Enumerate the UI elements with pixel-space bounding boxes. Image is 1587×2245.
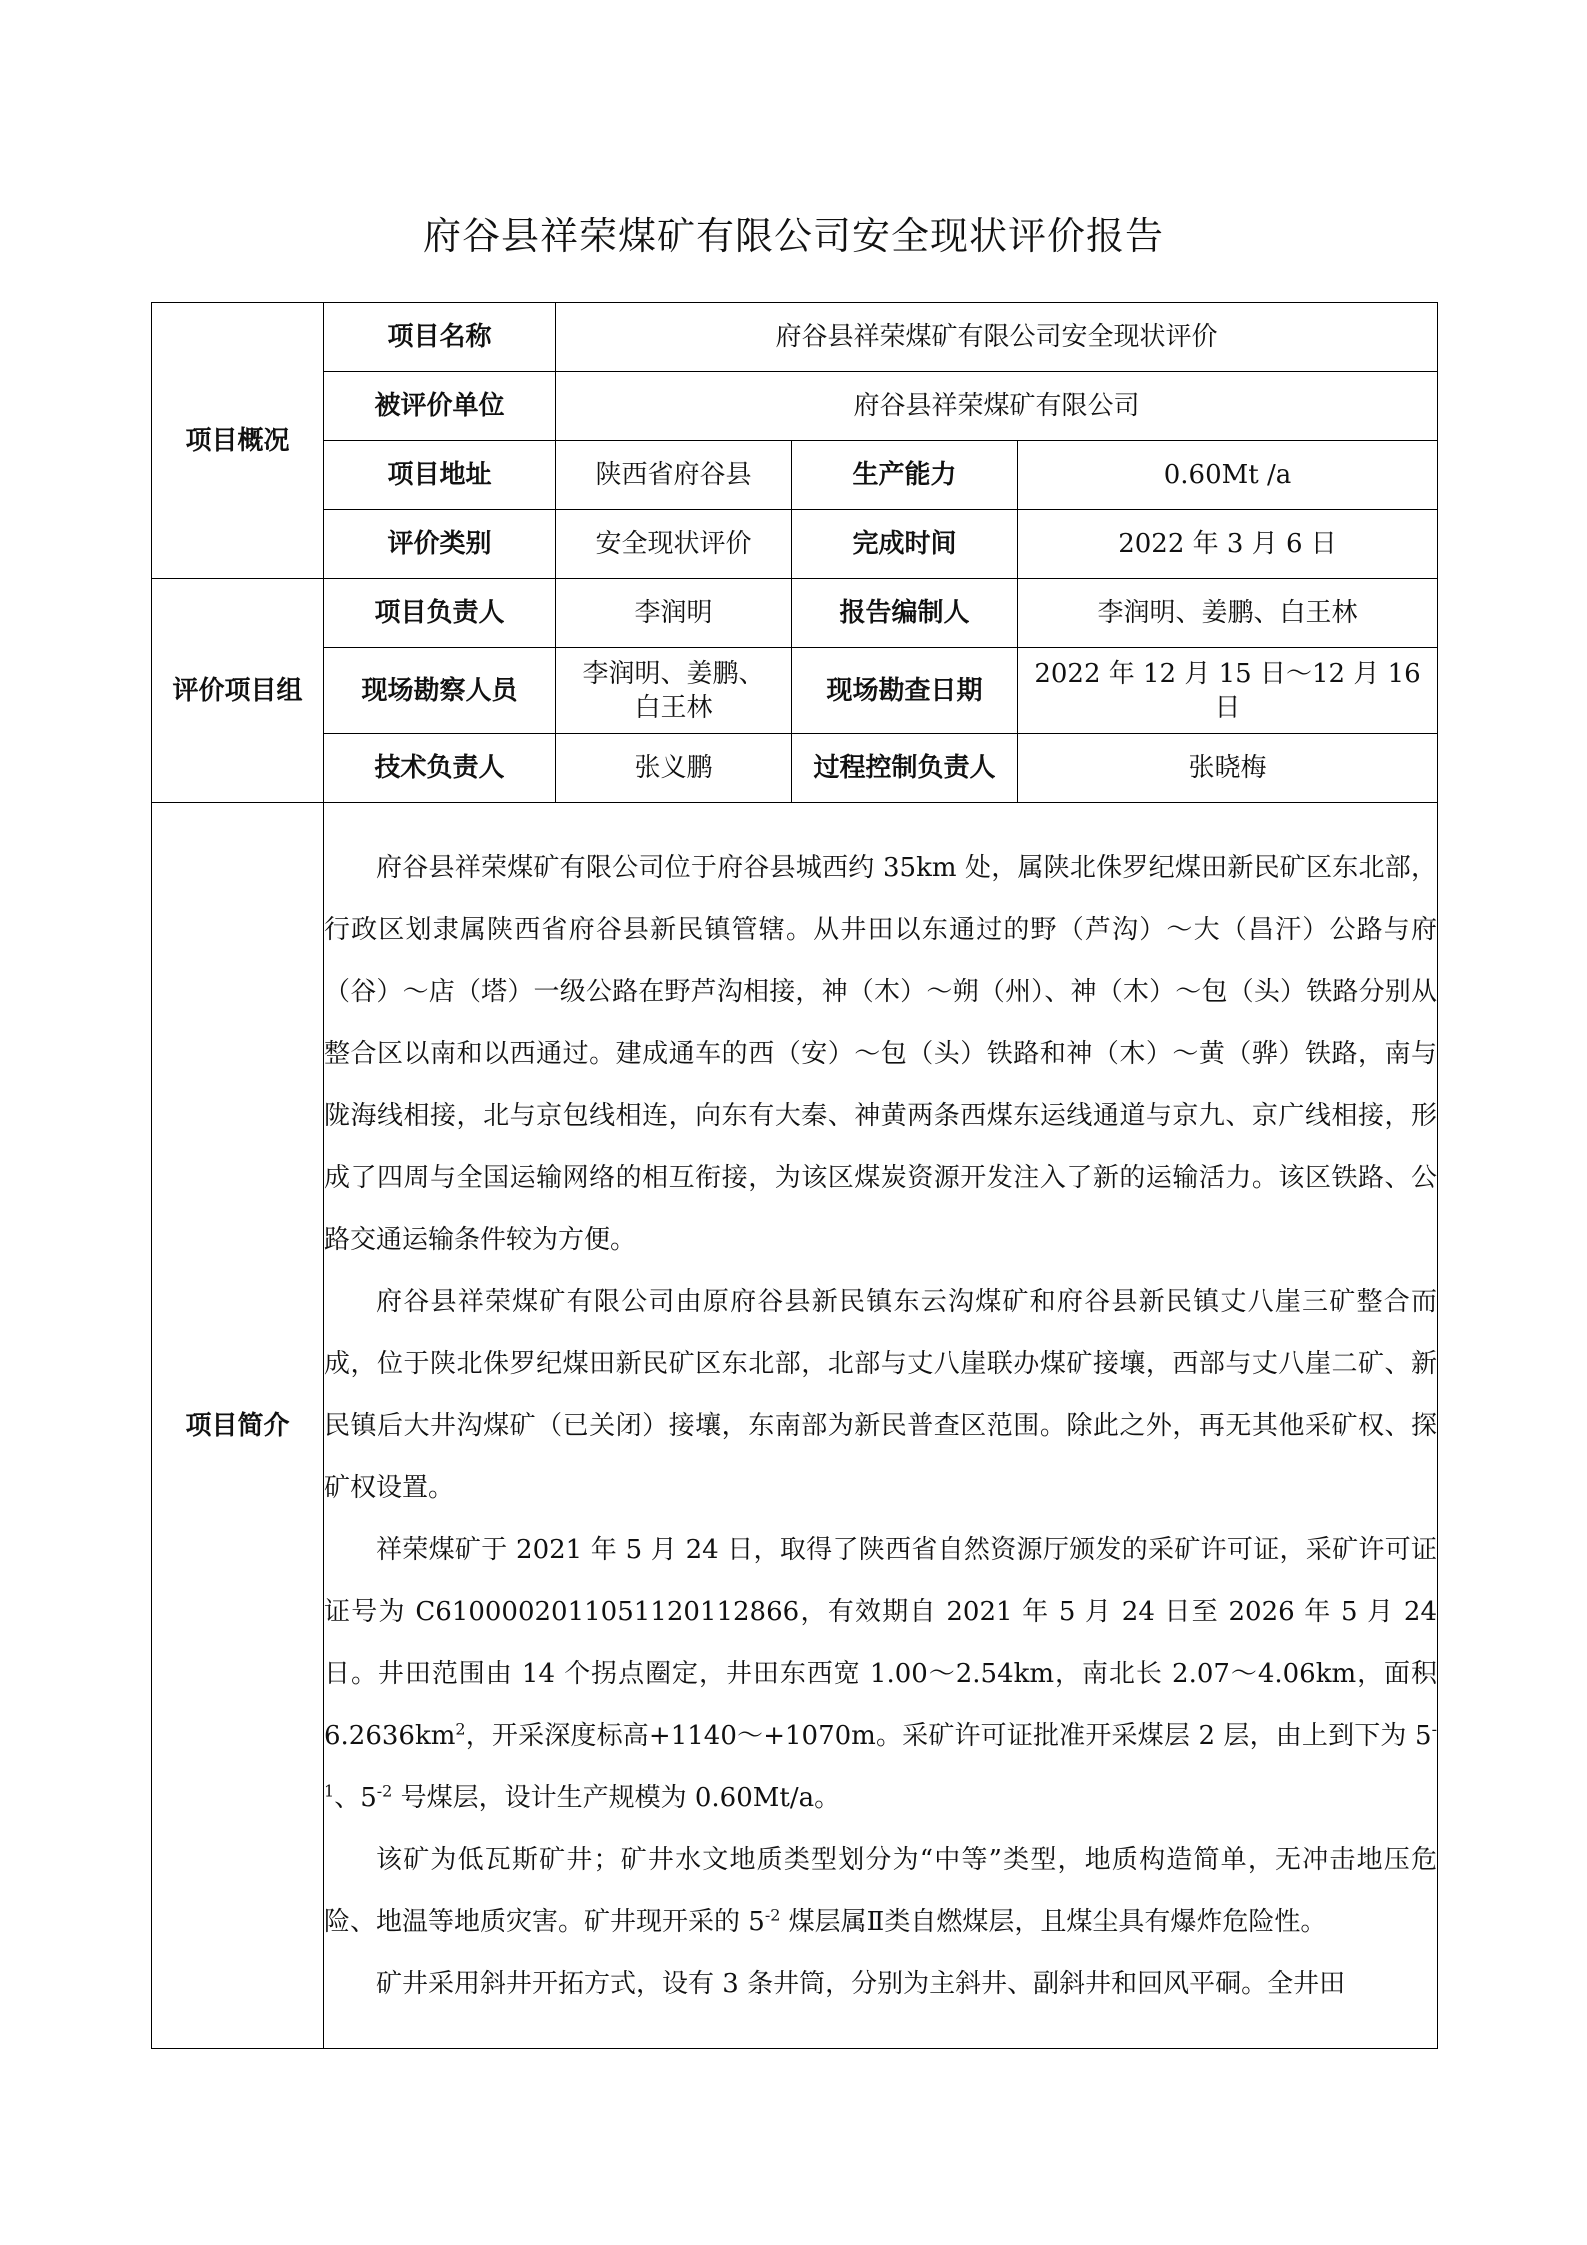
intro-p3-part-a: 祥荣煤矿于 2021 年 5 月 24 日，取得了陕西省自然资源厅颁发的采矿许可证，采矿许可证证号为 C6100002011051120112866，有效期自 2021 年 5 月 24 日至 2026 年 5 月 24 日。井田范围由 14 个拐点圈定，井田东西宽 1.00～2.54km，南北长 2.07～4.06km，面积 6.2636km xyxy=(324,1534,1437,1751)
surveyors-value-line1: 李润明、姜鹏、 xyxy=(582,658,765,689)
process-label: 过程控制负责人 xyxy=(792,734,1018,803)
project-name-label: 项目名称 xyxy=(324,303,556,372)
intro-p4-part-a: 该矿为低瓦斯矿井；矿井水文地质类型划分为“中等”类型，地质构造简单，无冲击地压危险、地温等地质灾害。矿井现开采的 5 xyxy=(324,1844,1437,1937)
survey-date-label: 现场勘查日期 xyxy=(792,648,1018,734)
completion-label: 完成时间 xyxy=(792,510,1018,579)
address-label: 项目地址 xyxy=(324,441,556,510)
seam-superscript-2: -2 xyxy=(376,1780,393,1800)
category-value: 安全现状评价 xyxy=(556,510,792,579)
intro-paragraph-1: 府谷县祥荣煤矿有限公司位于府谷县城西约 35km 处，属陕北侏罗纪煤田新民矿区东北部，行政区划隶属陕西省府谷县新民镇管辖。从井田以东通过的野（芦沟）～大（昌汗）公路与府（谷）～店（塔）一级公路在野芦沟相接，神（木）～朔（州）、神（木）～包（头）铁路分别从整合区以南和以西通过。建成通车的西（安）～包（头）铁路和神（木）～黄（骅）铁路，南与陇海线相接，北与京包线相连，向东有大秦、神黄两条西煤东运线通道与京九、京广线相接，形成了四周与全国运输网络的相互衔接，为该区煤炭资源开发注入了新的运输活力。该区铁路、公路交通运输条件较为方便。 xyxy=(324,852,1437,1255)
intro-paragraph-2: 府谷县祥荣煤矿有限公司由原府谷县新民镇东云沟煤矿和府谷县新民镇丈八崖三矿整合而成，位于陕北侏罗纪煤田新民矿区东北部，北部与丈八崖联办煤矿接壤，西部与丈八崖二矿、新民镇后大井沟煤矿（已关闭）接壤，东南部为新民普查区范围。除此之外，再无其他采矿权、探矿权设置。 xyxy=(324,1286,1437,1503)
tech-label: 技术负责人 xyxy=(324,734,556,803)
tech-value: 张义鹏 xyxy=(556,734,792,803)
table-row xyxy=(152,803,1438,2049)
table-row xyxy=(152,510,1438,579)
seam-superscript-3: -2 xyxy=(764,1904,781,1924)
surveyors-label: 现场勘察人员 xyxy=(324,648,556,734)
table-row xyxy=(152,579,1438,648)
intro-p3-part-c: 、5 xyxy=(334,1782,377,1813)
intro-section-label: 项目简介 xyxy=(152,803,324,2049)
surveyors-value-line2: 白王林 xyxy=(634,692,713,723)
intro-p4-part-b: 煤层属Ⅱ类自燃煤层，且煤尘具有爆炸危险性。 xyxy=(780,1906,1327,1937)
table-row xyxy=(152,441,1438,510)
report-table xyxy=(151,302,1438,2049)
capacity-value: 0.60Mt /a xyxy=(1018,441,1438,510)
table-row xyxy=(152,303,1438,372)
intro-p3-part-b: ，开采深度标高+1140～+1070m。采矿许可证批准开采煤层 2 层，由上到下为 5 xyxy=(465,1720,1432,1751)
overview-section-label: 项目概况 xyxy=(152,303,324,579)
survey-date-value: 2022 年 12 月 15 日～12 月 16 日 xyxy=(1018,648,1438,734)
table-row xyxy=(152,372,1438,441)
page-title: 府谷县祥荣煤矿有限公司安全现状评价报告 xyxy=(422,214,1164,258)
author-label: 报告编制人 xyxy=(792,579,1018,648)
author-value: 李润明、姜鹏、白王林 xyxy=(1018,579,1438,648)
evaluated-unit-label: 被评价单位 xyxy=(324,372,556,441)
leader-value: 李润明 xyxy=(556,579,792,648)
leader-label: 项目负责人 xyxy=(324,579,556,648)
intro-body xyxy=(324,803,1438,2049)
intro-p3-part-d: 号煤层，设计生产规模为 0.60Mt/a。 xyxy=(392,1782,841,1813)
completion-value: 2022 年 3 月 6 日 xyxy=(1018,510,1438,579)
category-label: 评价类别 xyxy=(324,510,556,579)
table-row xyxy=(152,734,1438,803)
evaluated-unit-value: 府谷县祥荣煤矿有限公司 xyxy=(556,372,1438,441)
intro-paragraph-3 xyxy=(324,1519,1437,1829)
area-superscript: 2 xyxy=(455,1718,466,1738)
team-section-label: 评价项目组 xyxy=(152,579,324,803)
process-value: 张晓梅 xyxy=(1018,734,1438,803)
seam-superscript-1: -1 xyxy=(324,1718,1437,1800)
intro-paragraph-5: 矿井采用斜井开拓方式，设有 3 条井筒，分别为主斜井、副斜井和回风平硐。全井田 xyxy=(376,1968,1346,1999)
surveyors-value xyxy=(556,648,792,734)
capacity-label: 生产能力 xyxy=(792,441,1018,510)
table-row xyxy=(152,648,1438,734)
intro-paragraph-4 xyxy=(324,1829,1437,1953)
address-value: 陕西省府谷县 xyxy=(556,441,792,510)
project-name-value: 府谷县祥荣煤矿有限公司安全现状评价 xyxy=(556,303,1438,372)
